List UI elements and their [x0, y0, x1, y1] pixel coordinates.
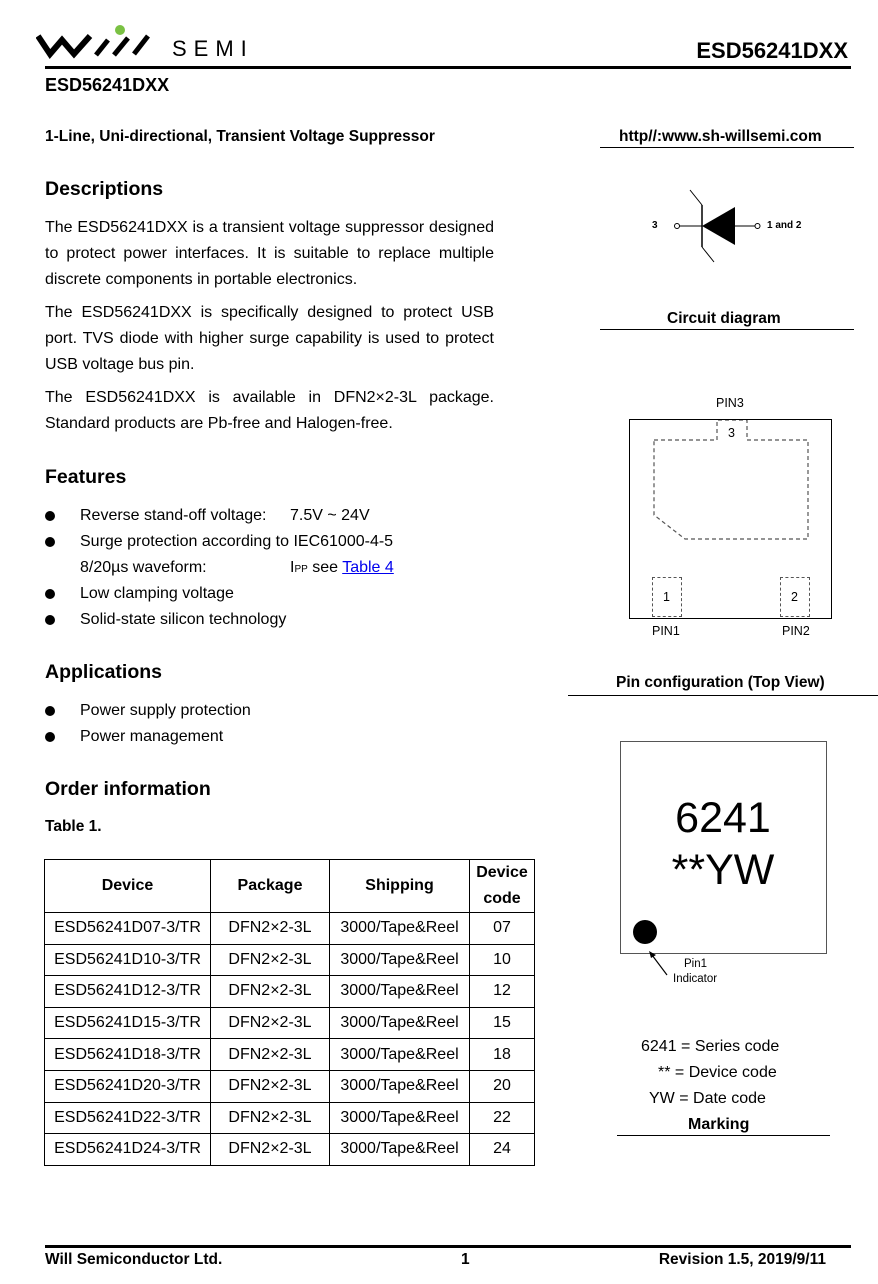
- table-row: [45, 1102, 535, 1134]
- application-item: [45, 724, 475, 750]
- cell-shipping: 3000/Tape&Reel: [330, 944, 470, 976]
- application-label: Power management: [80, 728, 224, 745]
- application-label: Power supply protection: [80, 702, 251, 719]
- cell-package: DFN2×2-3L: [211, 1007, 330, 1039]
- header-part-number: ESD56241DXX: [696, 38, 848, 63]
- cell-code: 10: [470, 944, 535, 976]
- features-heading: Features: [45, 466, 127, 488]
- cell-package: DFN2×2-3L: [211, 913, 330, 945]
- cell-package: DFN2×2-3L: [211, 1102, 330, 1134]
- cell-package: DFN2×2-3L: [211, 1134, 330, 1166]
- marking-legend-2: ** = Device code: [658, 1064, 777, 1081]
- marking-legend-1: 6241 = Series code: [641, 1038, 780, 1055]
- cell-shipping: 3000/Tape&Reel: [330, 1070, 470, 1102]
- circuit-pin-right-label: 1 and 2: [767, 220, 802, 231]
- column-header-package: Package: [211, 860, 330, 913]
- table-row: [45, 1039, 535, 1071]
- device-code-line2: code: [483, 890, 521, 907]
- feature-label: Solid-state silicon technology: [80, 611, 287, 628]
- applications-heading: Applications: [45, 661, 163, 683]
- ipp-reference: [290, 555, 394, 583]
- cell-device: ESD56241D10-3/TR: [45, 944, 211, 976]
- feature-value: 7.5V ~ 24V: [290, 507, 370, 524]
- pin2-number: 2: [791, 590, 798, 604]
- bullet-icon: [45, 706, 55, 716]
- cell-code: 20: [470, 1070, 535, 1102]
- cell-code: 07: [470, 913, 535, 945]
- cell-shipping: 3000/Tape&Reel: [330, 1007, 470, 1039]
- descriptions-heading: Descriptions: [45, 178, 164, 200]
- cell-device: ESD56241D12-3/TR: [45, 976, 211, 1008]
- pin1-indicator-arrow: [645, 950, 675, 980]
- table-row: [45, 1007, 535, 1039]
- cell-package: DFN2×2-3L: [211, 944, 330, 976]
- circuit-pin-left-label: 3: [652, 220, 658, 231]
- cell-device: ESD56241D18-3/TR: [45, 1039, 211, 1071]
- pinconfig-caption: Pin configuration (Top View): [616, 674, 825, 691]
- waveform-label: 8/20µs waveform:: [80, 559, 207, 576]
- cell-code: 15: [470, 1007, 535, 1039]
- cell-shipping: 3000/Tape&Reel: [330, 1039, 470, 1071]
- package-outline: [629, 419, 832, 619]
- ipp-subscript: PP: [294, 564, 308, 575]
- device-code-line1: Device: [476, 864, 528, 881]
- cell-device: ESD56241D20-3/TR: [45, 1070, 211, 1102]
- table-header-row: [45, 860, 535, 913]
- description-paragraph-3: The ESD56241DXX is available in DFN2×2-3L package. Standard products are Pb-free and Halogen-free.: [45, 389, 494, 432]
- cell-device: ESD56241D22-3/TR: [45, 1102, 211, 1134]
- cell-shipping: 3000/Tape&Reel: [330, 1134, 470, 1166]
- pin2-label: PIN2: [782, 624, 810, 638]
- pin1-label: PIN1: [652, 624, 680, 638]
- circuit-caption: Circuit diagram: [667, 310, 781, 327]
- feature-label: Low clamping voltage: [80, 585, 234, 602]
- bullet-icon: [45, 511, 55, 521]
- marking-caption: Marking: [688, 1116, 750, 1133]
- feature-item: [45, 607, 475, 633]
- feature-item: [45, 529, 475, 555]
- table-label: Table 1.: [45, 818, 102, 835]
- cell-device: ESD56241D24-3/TR: [45, 1134, 211, 1166]
- column-header-device-code: [470, 860, 535, 913]
- order-table: [44, 859, 535, 1166]
- table-row: [45, 944, 535, 976]
- brand-text: SEMI: [172, 36, 254, 61]
- website: http//:www.sh-willsemi.com: [619, 128, 822, 145]
- doc-title: ESD56241DXX: [45, 75, 170, 95]
- description-paragraph-1: The ESD56241DXX is a transient voltage suppressor designed to protect power interfaces. It is suitable to replace multiple discrete components in portable electronics.: [45, 219, 494, 288]
- cell-package: DFN2×2-3L: [211, 1070, 330, 1102]
- bullet-icon: [45, 615, 55, 625]
- marking-device-date-code: **YW: [671, 846, 775, 894]
- pinconfig-caption-underline: [568, 695, 878, 696]
- pin1-indicator-label-1: Pin1: [684, 958, 708, 970]
- bullet-icon: [45, 589, 55, 599]
- pin1-indicator-label-2: Indicator: [673, 973, 718, 985]
- feature-surge-waveform: [45, 555, 475, 581]
- circuit-caption-underline: [600, 329, 854, 330]
- order-heading: Order information: [45, 778, 211, 800]
- description-paragraph-2: The ESD56241DXX is specifically designed to protect USB port. TVS diode with higher surge capability is used to protect USB voltage bus pin.: [45, 304, 494, 373]
- ipp-text: see: [307, 559, 343, 576]
- bullet-icon: [45, 537, 55, 547]
- cell-package: DFN2×2-3L: [211, 976, 330, 1008]
- ipp-symbol: I: [290, 559, 295, 576]
- cell-code: 12: [470, 976, 535, 1008]
- feature-label: Surge protection according to IEC61000-4-5: [80, 533, 394, 550]
- header-rule: [45, 66, 851, 69]
- table-4-link[interactable]: Table 4: [342, 559, 394, 576]
- marking-legend-3: YW = Date code: [649, 1090, 766, 1107]
- cell-shipping: 3000/Tape&Reel: [330, 1102, 470, 1134]
- cell-device: ESD56241D07-3/TR: [45, 913, 211, 945]
- footer-page-number: 1: [461, 1251, 470, 1268]
- pin1-number: 1: [663, 590, 670, 604]
- marking-package: [620, 741, 827, 954]
- bullet-icon: [45, 732, 55, 742]
- pin3-number: 3: [728, 426, 735, 440]
- feature-item: [45, 503, 475, 529]
- column-header-device: Device: [45, 860, 211, 913]
- table-row: [45, 913, 535, 945]
- website-underline: [600, 147, 854, 148]
- cell-code: 22: [470, 1102, 535, 1134]
- cell-shipping: 3000/Tape&Reel: [330, 976, 470, 1008]
- marking-series-code: 6241: [675, 794, 771, 842]
- marking-caption-underline: [617, 1135, 830, 1136]
- application-item: [45, 698, 475, 724]
- cell-shipping: 3000/Tape&Reel: [330, 913, 470, 945]
- table-row: [45, 976, 535, 1008]
- cell-device: ESD56241D15-3/TR: [45, 1007, 211, 1039]
- pin3-label: PIN3: [716, 396, 744, 410]
- cell-code: 24: [470, 1134, 535, 1166]
- pin1-indicator-dot: [633, 920, 657, 944]
- feature-item: [45, 581, 475, 607]
- footer-rule: [45, 1245, 851, 1248]
- footer-company: Will Semiconductor Ltd.: [45, 1251, 223, 1268]
- cell-package: DFN2×2-3L: [211, 1039, 330, 1071]
- subtitle: 1-Line, Uni-directional, Transient Voltage Suppressor: [45, 128, 435, 145]
- table-row: [45, 1070, 535, 1102]
- footer-revision: Revision 1.5, 2019/9/11: [658, 1251, 826, 1268]
- column-header-shipping: Shipping: [330, 860, 470, 913]
- feature-label: Reverse stand-off voltage:: [80, 507, 267, 524]
- cell-code: 18: [470, 1039, 535, 1071]
- company-logo: [36, 24, 166, 60]
- table-row: [45, 1134, 535, 1166]
